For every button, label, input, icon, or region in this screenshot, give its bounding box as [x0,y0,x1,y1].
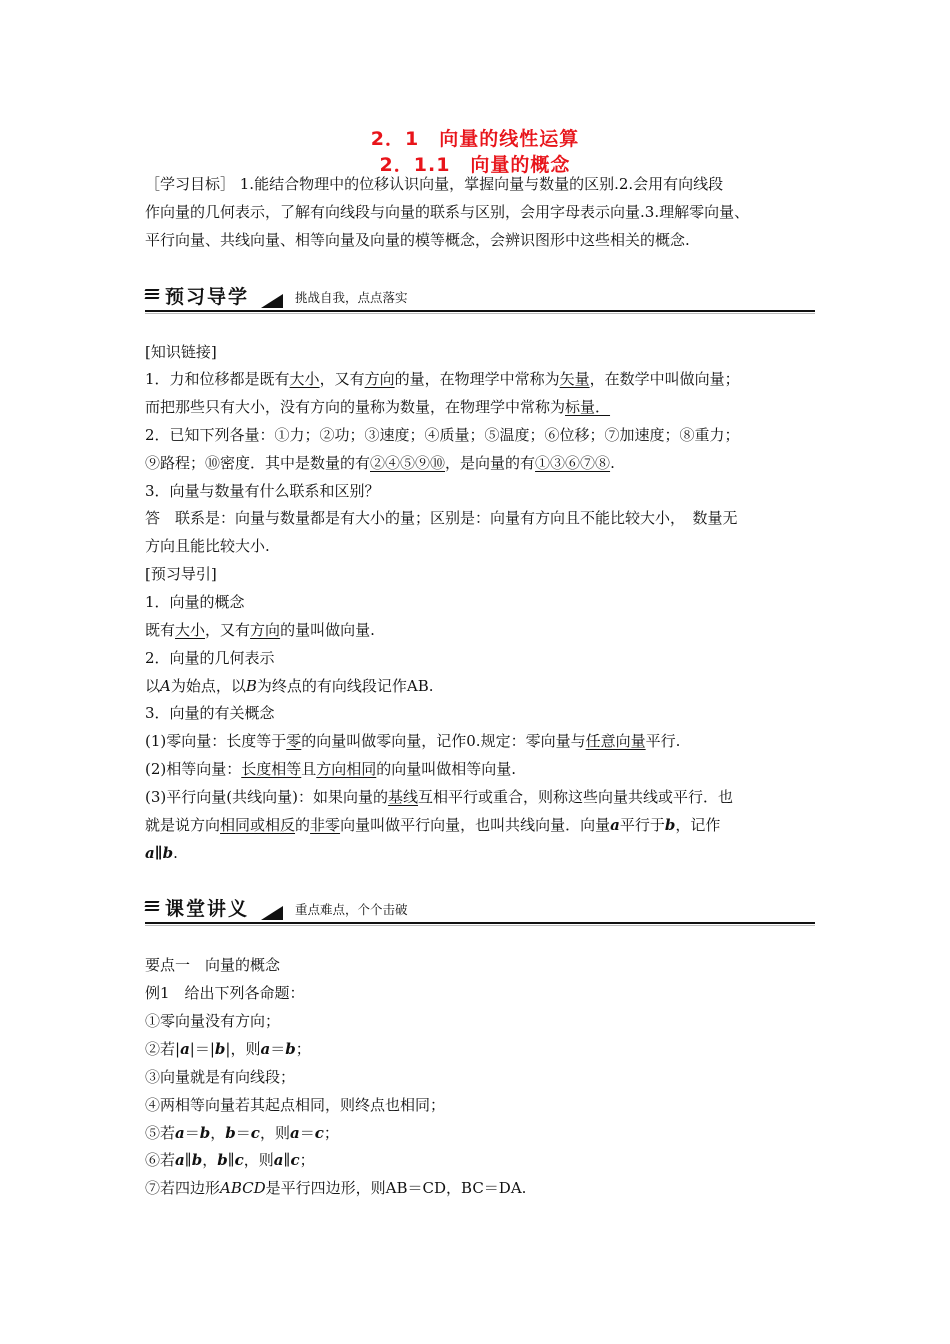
paragraph: 既有大小，又有方向的量叫做向量. [145,621,375,639]
question: 3．向量与数量有什么联系和区别？ [145,482,380,500]
answer: 方向且能比较大小. [145,537,270,555]
preview-banner [145,282,815,312]
banner-heading: 课堂讲义 [165,898,250,920]
stripes-icon [145,901,159,915]
lecture-banner [145,894,815,924]
heading: 2．向量的几何表示 [145,649,275,667]
knowledge-link-label: [知识链接] [145,343,217,361]
paragraph: 就是说方向相同或相反的非零向量叫做平行向量，也叫共线向量．向量a平行于b，记作 [145,816,721,834]
heading: 3．向量的有关概念 [145,704,275,722]
example-heading: 例1 给出下列各命题： [145,984,305,1002]
divider [145,922,815,924]
paragraph: 而把那些只有大小，没有方向的量称为数量，在物理学中常称为标量． [145,398,611,416]
banner-subtitle: 重点难点，个个击破 [295,902,408,917]
paragraph: ⑨路程；⑩密度．其中是数量的有②④⑤⑨⑩，是向量的有①③⑥⑦⑧. [145,454,615,472]
preview-guide-label: [预习导引] [145,565,217,583]
key-point-heading: 要点一 向量的概念 [145,956,281,974]
stripes-icon [145,289,159,303]
divider [145,313,815,314]
heading: 1．向量的概念 [145,593,245,611]
paragraph: 2．已知下列各量：①力；②功；③速度；④质量；⑤温度；⑥位移；⑦加速度；⑧重力； [145,426,740,444]
paragraph: 1．力和位移都是既有大小，又有方向的量，在物理学中常称为矢量，在数学中叫做向量； [145,370,740,388]
paragraph: (3)平行向量(共线向量)：如果向量的基线互相平行或重合，则称这些向量共线或平行．也 [145,788,733,806]
learning-goals-line-1: ［学习目标］ 1.能结合物理中的位移认识向量，掌握向量与数量的区别.2.会用有向线段 [145,175,724,193]
paragraph: (1)零向量：长度等于零的向量叫做零向量，记作0.规定：零向量与任意向量平行. [145,732,681,750]
learning-goals-line-2: 作向量的几何表示，了解有向线段与向量的联系与区别，会用字母表示向量.3.理解零向量、 [145,203,750,221]
paragraph: (2)相等向量：长度相等且方向相同的向量叫做相等向量. [145,760,517,778]
list-item: ③向量就是有向线段； [145,1068,296,1086]
banner-heading: 预习导学 [165,286,250,308]
divider [145,925,815,926]
list-item: ①零向量没有方向； [145,1012,281,1030]
paragraph: 以A为始点，以B为终点的有向线段记作AB. [145,677,434,695]
divider [145,310,815,312]
learning-goals-line-3: 平行向量、共线向量、相等向量及向量的模等概念，会辨识图形中这些相关的概念. [145,231,690,249]
list-item: ⑥若a∥b，b∥c，则a∥c； [145,1151,315,1169]
answer: 答 联系是：向量与数量都是有大小的量；区别是：向量有方向且不能比较大小， 数量无 [145,509,738,527]
banner-subtitle: 挑战自我，点点落实 [295,290,408,305]
list-item: ④两相等向量若其起点相同，则终点也相同； [145,1096,446,1114]
list-item: ⑦若四边形ABCD是平行四边形，则AB＝CD，BC＝DA. [145,1179,527,1197]
section-title: 2．1 向量的线性运算 [370,128,580,150]
triangle-icon [261,906,283,920]
subsection-title: 2．1.1 向量的概念 [379,154,571,176]
list-item: ⑤若a＝b，b＝c，则a＝c； [145,1124,339,1142]
paragraph: a∥b. [145,844,178,862]
list-item: ②若|a|＝|b|，则a＝b； [145,1040,311,1058]
triangle-icon [261,294,283,308]
